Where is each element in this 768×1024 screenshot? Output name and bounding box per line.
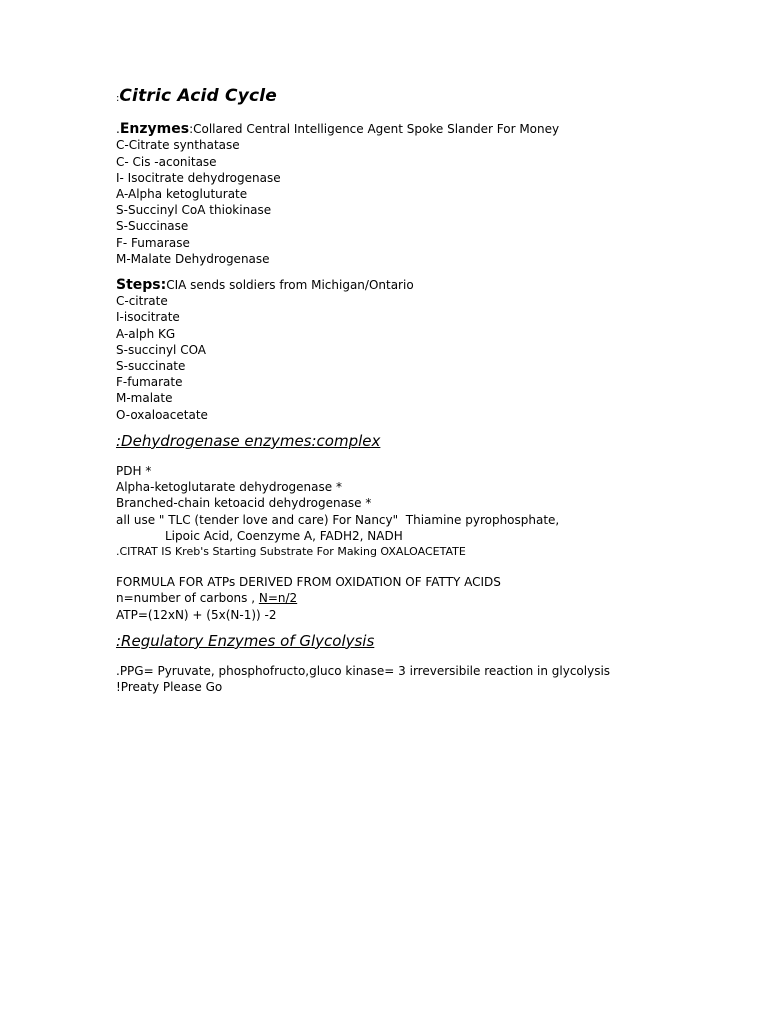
dehydrogenase-item: Branched-chain ketoacid dehydrogenase * [116, 496, 372, 511]
step-item: F-fumarate [116, 375, 183, 390]
formula-equation: ATP=(12xN) + (5x(N-1)) -2 [116, 607, 277, 622]
step-item: I-isocitrate [116, 310, 180, 325]
dehydrogenase-list [116, 463, 746, 512]
glycolysis-mnemonic: !Preaty Please Go [116, 680, 223, 695]
enzyme-item: C- Cis -aconitase [116, 154, 217, 169]
enzymes-prefix: . [116, 122, 120, 137]
enzymes-list [116, 137, 746, 267]
steps-heading-line [116, 277, 746, 293]
step-item: S-succinate [116, 359, 186, 374]
enzyme-item: S-Succinase [116, 219, 189, 234]
enzymes-heading-line [116, 121, 746, 137]
document-page [116, 88, 746, 696]
dehydrogenase-item: Alpha-ketoglutarate dehydrogenase * [116, 480, 342, 495]
enzymes-label: Enzymes [119, 121, 190, 138]
enzyme-item: C-Citrate synthatase [116, 138, 240, 153]
title-text: Citric Acid Cycle [119, 86, 278, 106]
formula-definition-text: n=number of carbons , [116, 591, 259, 606]
enzyme-item: F- Fumarase [116, 235, 190, 250]
enzymes-mnemonic: :Collared Central Intelligence Agent Spoke Slander For Money [189, 122, 560, 137]
step-item: A-alph KG [116, 326, 176, 341]
glycolysis-line: .PPG= Pyruvate, phosphofructo,gluco kinase= 3 irreversibile reaction in glycolysis [116, 664, 611, 679]
enzyme-item: M-Malate Dehydrogenase [116, 251, 270, 266]
steps-list [116, 293, 746, 423]
formula-definition-underlined: N=n/2 [258, 591, 298, 606]
step-item: S-succinyl COA [116, 342, 207, 357]
citrat-mnemonic: .CITRAT IS Kreb's Starting Substrate For Making OXALOACETATE [116, 545, 466, 559]
page-title [116, 88, 746, 107]
glycolysis-heading: :Regulatory Enzymes of Glycolysis [116, 631, 375, 650]
dehydrogenase-item: PDH * [116, 464, 152, 479]
dehydrogenase-heading: :Dehydrogenase enzymes:complex [116, 431, 381, 450]
enzyme-item: A-Alpha ketogluturate [116, 187, 248, 202]
formula-definition [116, 590, 746, 606]
enzyme-item: I- Isocitrate dehydrogenase [116, 170, 281, 185]
formula-heading: FORMULA FOR ATPs DERIVED FROM OXIDATION OF FATTY ACIDS [116, 575, 501, 590]
step-item: C-citrate [116, 294, 168, 309]
cofactors-mnemonic: all use " TLC (tender love and care) For Nancy" Thiamine pyrophosphate, [116, 512, 560, 527]
enzyme-item: S-Succinyl CoA thiokinase [116, 203, 272, 218]
steps-label: Steps: [116, 277, 167, 294]
step-item: M-malate [116, 391, 173, 406]
steps-mnemonic: CIA sends soldiers from Michigan/Ontario [166, 278, 414, 293]
title-prefix: : [116, 93, 120, 104]
step-item: O-oxaloacetate [116, 407, 208, 422]
cofactors-list: Lipoic Acid, Coenzyme A, FADH2, NADH [165, 528, 403, 543]
